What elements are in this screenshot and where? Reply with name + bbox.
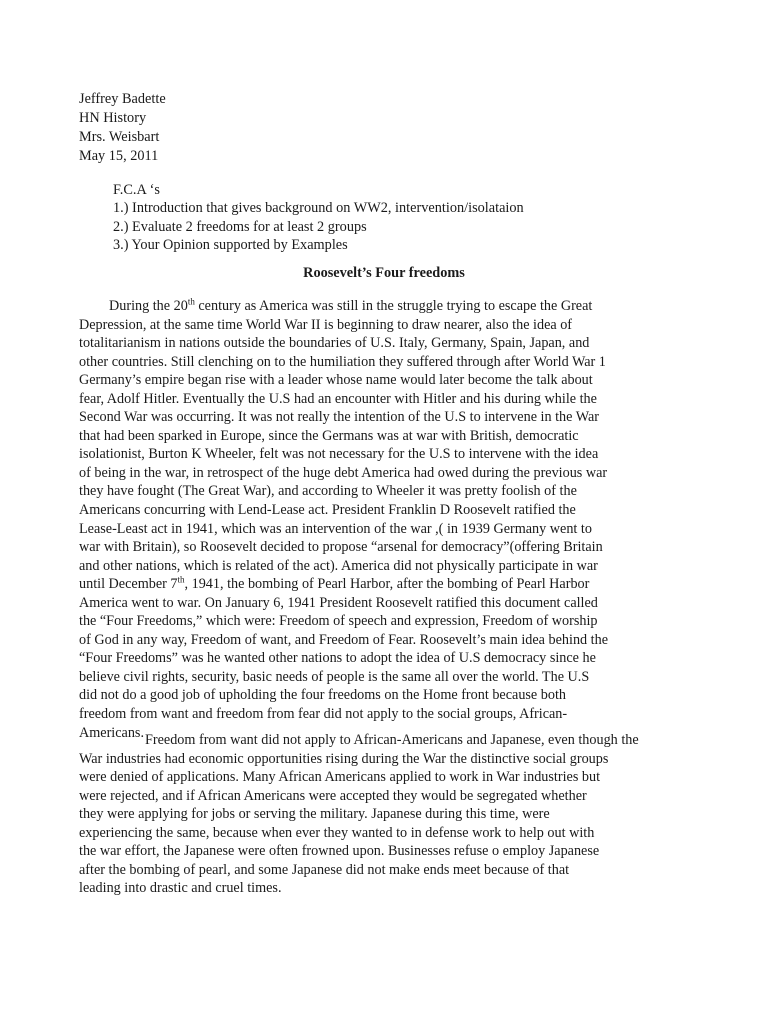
text-line: fear, Adolf Hitler. Eventually the U.S had an encounter with Hitler and his during while the bbox=[79, 390, 597, 407]
student-name: Jeffrey Badette bbox=[79, 91, 166, 107]
text-line: Second War was occurring. It was not really the intention of the U.S to intervene in the War bbox=[79, 409, 600, 426]
text-line: Lease-Least act in 1941, which was an intervention of the war ,( in 1939 Germany went to bbox=[79, 520, 592, 537]
ordinal-suffix: th bbox=[187, 296, 195, 307]
text-fragment: During the 20 bbox=[109, 298, 188, 314]
text-line: of God in any way, Freedom of want, and Freedom of Fear. Roosevelt’s main idea behind the bbox=[79, 631, 609, 648]
text-line: did not do a good job of upholding the four freedoms on the Home front because both bbox=[79, 687, 567, 704]
text-line: leading into drastic and cruel times. bbox=[79, 880, 282, 897]
fca-item: 1.) Introduction that gives background on WW2, intervention/isolataion bbox=[113, 200, 524, 217]
teacher-name: Mrs. Weisbart bbox=[79, 129, 160, 145]
document-date: May 15, 2011 bbox=[79, 148, 159, 164]
text-line: after the bombing of pearl, and some Japanese did not make ends meet because of that bbox=[79, 861, 570, 878]
text-line: War industries had economic opportunities rising during the War the distinctive social groups bbox=[79, 750, 609, 767]
text-line: that had been sparked in Europe, since the Germans was at war with British, democratic bbox=[79, 427, 579, 444]
text-line: they were applying for jobs or serving the military. Japanese during this time, were bbox=[79, 806, 550, 823]
text-line: the war effort, the Japanese were often frowned upon. Businesses refuse o employ Japanese bbox=[79, 843, 600, 860]
text-line: America went to war. On January 6, 1941 President Roosevelt ratified this document called bbox=[79, 594, 598, 611]
text-line: freedom from want and freedom from fear did not apply to the social groups, African- bbox=[79, 706, 568, 723]
fca-list bbox=[113, 181, 524, 255]
text-fragment: , 1941, the bombing of Pearl Harbor, after the bombing of Pearl Harbor bbox=[184, 576, 590, 593]
text-line: Depression, at the same time World War II is beginning to draw nearer, also the idea of bbox=[79, 316, 573, 333]
text-line: and other nations, which is related of the act). America did not physically participate in war bbox=[79, 557, 598, 574]
text-line: were denied of applications. Many African Americans applied to work in War industries but bbox=[79, 769, 601, 786]
ordinal-suffix: th bbox=[177, 574, 185, 585]
paragraph-2 bbox=[79, 731, 639, 898]
fca-heading: F.C.A ‘s bbox=[113, 182, 160, 198]
text-line: the “Four Freedoms,” which were: Freedom of speech and expression, Freedom of worship bbox=[79, 613, 598, 630]
text-fragment: century as America was still in the struggle trying to escape the Great bbox=[194, 298, 593, 314]
text-line: Freedom from want did not apply to African-Americans and Japanese, even though the bbox=[145, 732, 639, 748]
course-name: HN History bbox=[79, 110, 147, 126]
student-header bbox=[79, 90, 166, 166]
text-line: Americans concurring with Lend-Lease act. President Franklin D Roosevelt ratified the bbox=[79, 502, 576, 519]
text-line: they have fought (The Great War), and according to Wheeler it was pretty foolish of the bbox=[79, 483, 577, 500]
essay-title: Roosevelt’s Four freedoms bbox=[303, 265, 465, 281]
paragraph-1 bbox=[79, 297, 608, 742]
text-line bbox=[79, 297, 608, 316]
text-line: of being in the war, in retrospect of the huge debt America had owed during the previous war bbox=[79, 464, 608, 481]
text-line: Germany’s empire began rise with a leader whose name would later become the talk about bbox=[79, 372, 593, 389]
text-line: experiencing the same, because when ever they wanted to in defense work to help out with bbox=[79, 824, 595, 841]
text-line: war with Britain), so Roosevelt decided to propose “arsenal for democracy”(offering Britain bbox=[79, 539, 603, 556]
text-line: believe civil rights, security, basic needs of people is the same all over the world. The U.S bbox=[79, 668, 590, 685]
text-line: were rejected, and if African Americans were accepted they would be segregated whether bbox=[79, 787, 587, 804]
text-line: isolationist, Burton K Wheeler, felt was not necessary for the U.S to intervene with the idea bbox=[79, 446, 599, 463]
text-line: Americans. bbox=[79, 724, 145, 741]
text-line: “Four Freedoms” was he wanted other nations to adopt the idea of U.S democracy since he bbox=[79, 650, 596, 667]
text-fragment: until December 7 bbox=[79, 576, 178, 593]
text-line bbox=[79, 575, 608, 594]
fca-item: 3.) Your Opinion supported by Examples bbox=[113, 237, 348, 254]
text-line: other countries. Still clenching on to the humiliation they suffered through after World War 1 bbox=[79, 353, 606, 370]
text-line: totalitarianism in nations outside the boundaries of U.S. Italy, Germany, Spain, Japan, and bbox=[79, 335, 590, 352]
fca-item: 2.) Evaluate 2 freedoms for at least 2 groups bbox=[113, 218, 367, 235]
